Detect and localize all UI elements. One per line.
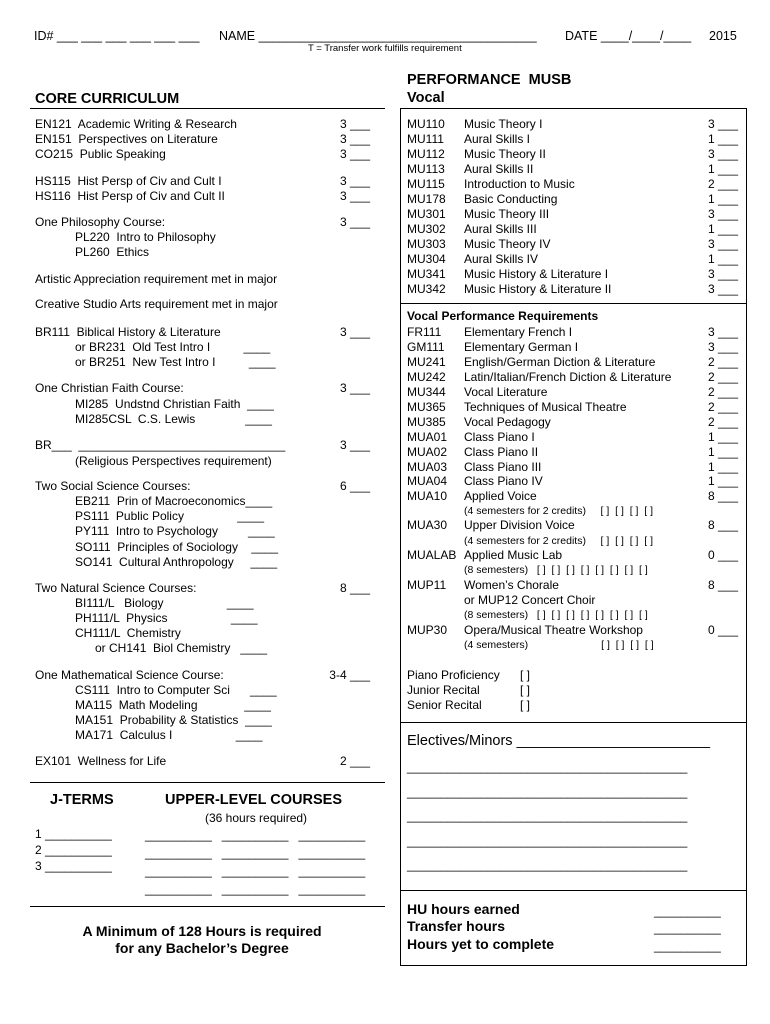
upper-level-blank-row[interactable]: __________ __________ __________ [145, 828, 366, 842]
vocal-course-code: MUP11 [407, 578, 447, 592]
core-course-row: or BR231 Old Test Intro I ____ [35, 340, 271, 354]
semester-checkboxes[interactable]: (8 semesters) [ ] [ ] [ ] [ ] [ ] [ ] [ ] [ ] [464, 609, 648, 621]
credit-blank[interactable]: 3-4 ___ [329, 668, 370, 682]
core-course-row: EN151 Perspectives on Literature [35, 132, 218, 146]
credit-blank[interactable]: 3 ___ [708, 147, 739, 161]
right-box-top-border [400, 108, 747, 109]
id-field[interactable]: ID# ___ ___ ___ ___ ___ ___ [34, 29, 200, 43]
right-box-right-border [746, 108, 747, 966]
vocal-course-name: Upper Division Voice [464, 518, 575, 532]
music-course-code: MU110 [407, 117, 445, 131]
transfer-hours-field[interactable]: __________ [654, 921, 721, 935]
vocal-course-name: Class Piano IV [464, 474, 543, 488]
elective-blank-line[interactable]: __________________________________________ [407, 809, 688, 823]
vocal-requirements-title: Vocal Performance Requirements [407, 309, 599, 323]
credit-blank[interactable]: 2 ___ [708, 370, 739, 384]
upper-level-subtitle: (36 hours required) [205, 811, 308, 825]
semester-checkboxes[interactable]: (4 semesters for 2 credits) [ ] [ ] [ ] [ ] [464, 535, 654, 547]
core-course-row: SO111 Principles of Sociology ____ [35, 540, 279, 554]
credit-blank[interactable]: 3 ___ [339, 117, 370, 131]
core-course-row: MI285CSL C.S. Lewis ____ [35, 412, 272, 426]
music-course-code: MU115 [407, 177, 445, 191]
music-course-name: Music Theory III [464, 207, 550, 221]
jterm-blank[interactable]: 3 __________ [35, 859, 112, 873]
hu-hours-earned-label: HU hours earned [407, 901, 520, 917]
date-field[interactable]: DATE ____/____/____ [565, 29, 692, 43]
left-divider-2 [30, 906, 385, 907]
credit-blank[interactable]: 3 ___ [708, 325, 739, 339]
right-divider-2 [400, 722, 747, 723]
music-course-name: Aural Skills I [464, 132, 531, 146]
music-course-code: MU112 [407, 147, 445, 161]
vocal-course-name: Techniques of Musical Theatre [464, 400, 627, 414]
upper-level-blank-row[interactable]: __________ __________ __________ [145, 882, 366, 896]
core-course-row: SO141 Cultural Anthropology ____ [35, 555, 278, 569]
music-course-name: Aural Skills II [464, 162, 534, 176]
vocal-course-name: Class Piano III [464, 460, 542, 474]
music-course-code: MU111 [407, 132, 444, 146]
credit-blank[interactable]: 3 ___ [339, 132, 370, 146]
vocal-course-code: FR111 [407, 325, 442, 339]
vocal-course-name: Class Piano I [464, 430, 535, 444]
checklist-label: Junior Recital [407, 683, 480, 697]
credit-blank[interactable]: 3 ___ [708, 117, 739, 131]
vocal-title: Vocal [407, 90, 445, 106]
vocal-course-name: Elementary French I [464, 325, 573, 339]
vocal-course-code: MUA30 [407, 518, 448, 532]
credit-blank[interactable]: 8 ___ [708, 489, 739, 503]
checklist-label: Senior Recital [407, 698, 482, 712]
core-course-row: MA151 Probability & Statistics ____ [35, 713, 272, 727]
right-divider-3 [400, 890, 747, 891]
vocal-course-name: or MUP12 Concert Choir [464, 593, 596, 607]
elective-blank-line[interactable]: __________________________________________ [407, 834, 688, 848]
vocal-course-code: MUP30 [407, 623, 448, 637]
core-course-row: PY111 Intro to Psychology ____ [35, 524, 275, 538]
upper-level-blank-row[interactable]: __________ __________ __________ [145, 846, 366, 860]
checklist-box[interactable]: [ ] [520, 668, 531, 682]
upper-level-title: UPPER-LEVEL COURSES [165, 792, 342, 808]
elective-blank-line[interactable]: __________________________________________ [407, 760, 688, 774]
core-course-row: EX101 Wellness for Life [35, 754, 167, 768]
transfer-hours-label: Transfer hours [407, 918, 506, 934]
vocal-course-code: MU385 [407, 415, 446, 429]
right-box-bottom-border [400, 965, 747, 966]
credit-blank[interactable]: 1 ___ [708, 460, 739, 474]
core-course-row: MI285 Undstnd Christian Faith ____ [35, 397, 274, 411]
credit-blank[interactable]: 8 ___ [339, 581, 370, 595]
core-course-row: CH111/L Chemistry [35, 626, 181, 640]
minimum-hours-line-1: A Minimum of 128 Hours is required [82, 923, 322, 939]
credit-blank[interactable]: 0 ___ [708, 548, 739, 562]
credit-blank[interactable]: 3 ___ [339, 147, 370, 161]
credit-blank[interactable]: 1 ___ [708, 252, 739, 266]
vocal-course-code: MUA01 [407, 430, 448, 444]
music-course-code: MU178 [407, 192, 446, 206]
checklist-box[interactable]: [ ] [520, 698, 531, 712]
credit-blank[interactable]: 3 ___ [708, 340, 739, 354]
core-course-row: MA115 Math Modeling ____ [35, 698, 271, 712]
vocal-course-code: MUA03 [407, 460, 448, 474]
vocal-course-code: MU241 [407, 355, 446, 369]
elective-blank-line[interactable]: __________________________________________ [407, 785, 688, 799]
credit-blank[interactable]: 3 ___ [708, 267, 739, 281]
credit-blank[interactable]: 3 ___ [339, 189, 370, 203]
core-course-row: CS111 Intro to Computer Sci ____ [35, 683, 277, 697]
music-course-name: Aural Skills IV [464, 252, 539, 266]
music-course-name: Music Theory I [464, 117, 543, 131]
core-course-row: Two Natural Science Courses: [35, 581, 197, 595]
core-course-row: PS111 Public Policy ____ [35, 509, 264, 523]
music-course-name: Music History & Literature I [464, 267, 609, 281]
music-course-code: MU341 [407, 267, 446, 281]
jterm-blank[interactable]: 1 __________ [35, 827, 112, 841]
credit-blank[interactable]: 6 ___ [339, 479, 370, 493]
transfer-note: T = Transfer work fulfills requirement [308, 43, 462, 54]
year-label: 2015 [709, 29, 737, 43]
core-course-row: PL220 Intro to Philosophy [35, 230, 216, 244]
vocal-course-name: Vocal Literature [464, 385, 548, 399]
core-course-row: or CH141 Biol Chemistry ____ [35, 641, 268, 655]
checklist-label: Piano Proficiency [407, 668, 500, 682]
core-course-row: Creative Studio Arts requirement met in major [35, 297, 278, 311]
checklist-box[interactable]: [ ] [520, 683, 531, 697]
core-course-row: BR111 Biblical History & Literature [35, 325, 221, 339]
hu-hours-earned-field[interactable]: __________ [654, 904, 721, 918]
right-box-left-border [400, 108, 401, 966]
vocal-course-code: GM111 [407, 340, 445, 354]
music-course-code: MU301 [407, 207, 446, 221]
credit-blank[interactable]: 2 ___ [339, 754, 370, 768]
core-course-row: MA171 Calculus I ____ [35, 728, 263, 742]
music-course-name: Basic Conducting [464, 192, 558, 206]
music-course-code: MU304 [407, 252, 446, 266]
music-course-name: Music History & Literature II [464, 282, 612, 296]
upper-level-blank-row[interactable]: __________ __________ __________ [145, 864, 366, 878]
core-course-row: Artistic Appreciation requirement met in major [35, 272, 278, 286]
core-course-row: BR___ _______________________________ [35, 438, 286, 452]
music-course-code: MU342 [407, 282, 446, 296]
core-course-row: (Religious Perspectives requirement) [35, 454, 272, 468]
credit-blank[interactable]: 8 ___ [708, 518, 739, 532]
credit-blank[interactable]: 1 ___ [708, 222, 739, 236]
music-course-code: MU303 [407, 237, 446, 251]
credit-blank[interactable]: 1 ___ [708, 162, 739, 176]
core-course-row: or BR251 New Test Intro I ____ [35, 355, 276, 369]
credit-blank[interactable]: 2 ___ [708, 177, 739, 191]
core-course-row: EB211 Prin of Macroeconomics____ [35, 494, 273, 508]
hours-yet-label: Hours yet to complete [407, 936, 555, 952]
semester-checkboxes[interactable]: (4 semesters) [ ] [ ] [ ] [ ] [464, 639, 654, 651]
semester-checkboxes[interactable]: (4 semesters for 2 credits) [ ] [ ] [ ] [ ] [464, 505, 654, 517]
credit-blank[interactable]: 2 ___ [708, 385, 739, 399]
music-course-name: Music Theory IV [464, 237, 551, 251]
credit-blank[interactable]: 3 ___ [339, 215, 370, 229]
vocal-course-code: MU365 [407, 400, 446, 414]
credit-blank[interactable]: 3 ___ [339, 174, 370, 188]
electives-minors-field[interactable]: Electives/Minors ________________________ [407, 733, 711, 749]
vocal-course-name: Applied Music Lab [464, 548, 563, 562]
jterm-blank[interactable]: 2 __________ [35, 843, 112, 857]
semester-checkboxes[interactable]: (8 semesters) [ ] [ ] [ ] [ ] [ ] [ ] [ ] [ ] [464, 564, 648, 576]
music-course-name: Introduction to Music [464, 177, 575, 191]
music-course-code: MU302 [407, 222, 446, 236]
elective-blank-line[interactable]: __________________________________________ [407, 858, 688, 872]
credit-blank[interactable]: 8 ___ [708, 578, 739, 592]
core-course-row: One Christian Faith Course: [35, 381, 184, 395]
credit-blank[interactable]: 1 ___ [708, 474, 739, 488]
credit-blank[interactable]: 3 ___ [339, 438, 370, 452]
credit-blank[interactable]: 3 ___ [339, 381, 370, 395]
credit-blank[interactable]: 1 ___ [708, 192, 739, 206]
music-course-name: Music Theory II [464, 147, 546, 161]
core-course-row: HS116 Hist Persp of Civ and Cult II [35, 189, 225, 203]
vocal-course-name: Opera/Musical Theatre Workshop [464, 623, 643, 637]
right-divider-1 [400, 303, 747, 304]
credit-blank[interactable]: 1 ___ [708, 132, 739, 146]
vocal-course-name: Class Piano II [464, 445, 539, 459]
core-course-row: One Mathematical Science Course: [35, 668, 224, 682]
performance-title: PERFORMANCE MUSB [407, 72, 572, 88]
minimum-hours-line-2: for any Bachelor’s Degree [115, 940, 289, 956]
credit-blank[interactable]: 1 ___ [708, 430, 739, 444]
vocal-course-name: Latin/Italian/French Diction & Literature [464, 370, 672, 384]
credit-blank[interactable]: 3 ___ [708, 207, 739, 221]
core-course-row: One Philosophy Course: [35, 215, 166, 229]
core-curriculum-title: CORE CURRICULUM [35, 91, 180, 107]
left-divider-1 [30, 782, 385, 783]
core-course-row: HS115 Hist Persp of Civ and Cult I [35, 174, 222, 188]
core-course-row: EN121 Academic Writing & Research [35, 117, 237, 131]
core-course-row: CO215 Public Speaking [35, 147, 166, 161]
music-course-name: Aural Skills III [464, 222, 537, 236]
vocal-course-code: MUA04 [407, 474, 448, 488]
credit-blank[interactable]: 1 ___ [708, 445, 739, 459]
core-course-row: Two Social Science Courses: [35, 479, 191, 493]
vocal-course-name: English/German Diction & Literature [464, 355, 656, 369]
vocal-course-name: Vocal Pedagogy [464, 415, 551, 429]
core-course-row: BI111/L Biology ____ [35, 596, 254, 610]
vocal-course-code: MU344 [407, 385, 446, 399]
credit-blank[interactable]: 3 ___ [339, 325, 370, 339]
vocal-course-code: MUA10 [407, 489, 448, 503]
jterms-title: J-TERMS [50, 792, 114, 808]
vocal-course-code: MUA02 [407, 445, 448, 459]
core-course-row: PH111/L Physics ____ [35, 611, 258, 625]
music-course-code: MU113 [407, 162, 445, 176]
vocal-course-code: MUALAB [407, 548, 457, 562]
vocal-course-name: Elementary German I [464, 340, 579, 354]
name-field[interactable]: NAME ________________________________________ [219, 29, 537, 43]
core-course-row: PL260 Ethics [35, 245, 150, 259]
credit-blank[interactable]: 3 ___ [708, 237, 739, 251]
vocal-course-name: Applied Voice [464, 489, 537, 503]
credit-blank[interactable]: 2 ___ [708, 355, 739, 369]
credit-blank[interactable]: 2 ___ [708, 415, 739, 429]
vocal-course-code: MU242 [407, 370, 446, 384]
credit-blank[interactable]: 0 ___ [708, 623, 739, 637]
vocal-course-name: Women’s Chorale [464, 578, 559, 592]
hours-yet-field[interactable]: __________ [654, 939, 721, 953]
core-title-rule [30, 108, 385, 109]
credit-blank[interactable]: 2 ___ [708, 400, 739, 414]
credit-blank[interactable]: 3 ___ [708, 282, 739, 296]
